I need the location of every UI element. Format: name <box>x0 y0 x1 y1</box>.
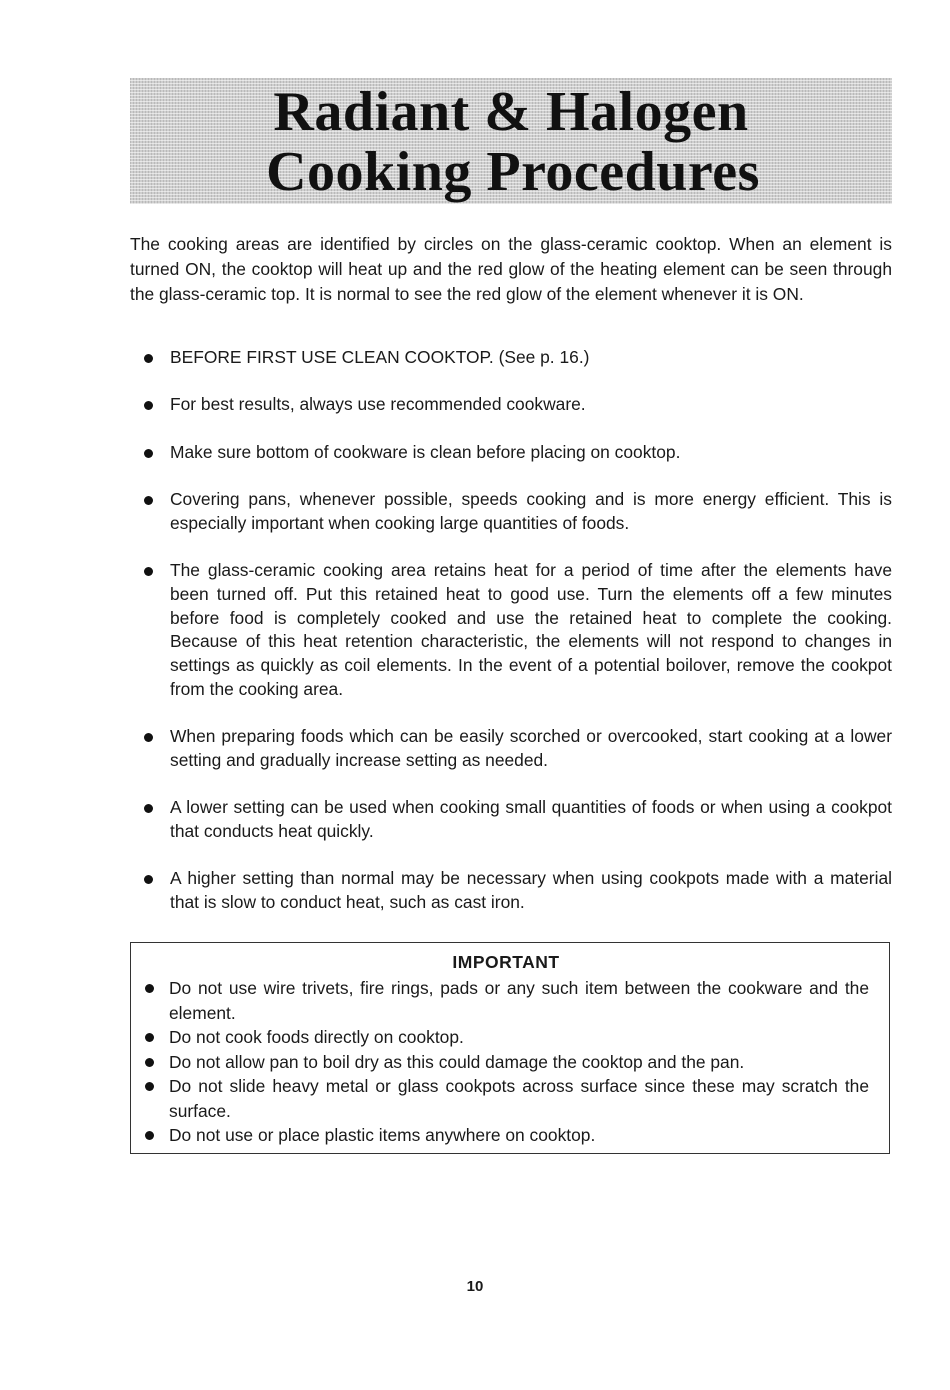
list-item <box>130 346 892 370</box>
important-item-text: Do not slide heavy metal or glass cookpots across surface since these may scratch the surface. <box>169 1076 869 1121</box>
list-item-text: BEFORE FIRST USE CLEAN COOKTOP. (See p. 16.) <box>170 347 590 367</box>
bullet-icon <box>144 449 153 458</box>
procedure-list <box>130 346 892 938</box>
bullet-icon <box>145 1058 154 1067</box>
intro-paragraph: The cooking areas are identified by circles on the glass-ceramic cooktop. When an element is turned ON, the cooktop will heat up and the red glow of the heating element can be seen through the glass-ceramic top. It is normal to see the red glow of the element whenever it is ON. <box>130 234 892 304</box>
important-item <box>143 1123 869 1148</box>
important-notice-box <box>130 942 890 1154</box>
list-item <box>130 441 892 465</box>
bullet-icon <box>145 984 154 993</box>
important-item <box>143 976 869 1025</box>
bullet-icon <box>145 1033 154 1042</box>
bullet-icon <box>145 1082 154 1091</box>
list-item <box>130 867 892 914</box>
title-banner <box>130 78 892 204</box>
list-item-text: Covering pans, whenever possible, speeds cooking and is more energy efficient. This is especially important when cooking large quantities of foods. <box>170 489 892 533</box>
list-item <box>130 725 892 772</box>
bullet-icon <box>144 496 153 505</box>
important-item-text: Do not use wire trivets, fire rings, pads or any such item between the cookware and the element. <box>169 978 869 1023</box>
bullet-icon <box>144 875 153 884</box>
list-item-text: The glass-ceramic cooking area retains heat for a period of time after the elements have been turned off. Put this retained heat to good use. Turn the elements off a few minutes before food is completely cooked and use the retained heat to complete the cooking. Because of this heat retention characteristic, the elements will not respond to changes in settings as quickly as coil elements. In the event of a potential boilover, remove the cookpot from the cooking area. <box>170 560 892 699</box>
list-item-text: Make sure bottom of cookware is clean before placing on cooktop. <box>170 441 681 462</box>
list-item-text: When preparing foods which can be easily scorched or overcooked, start cooking at a lower setting and gradually increase setting as needed. <box>170 726 892 770</box>
bullet-icon <box>144 804 153 813</box>
important-item-text: Do not allow pan to boil dry as this could damage the cooktop and the pan. <box>169 1051 745 1072</box>
page-number: 10 <box>466 1278 484 1295</box>
bullet-icon <box>145 1131 154 1140</box>
list-item-text: A higher setting than normal may be necessary when using cookpots made with a material that is slow to conduct heat, such as cast iron. <box>170 868 892 913</box>
important-item <box>143 1074 869 1123</box>
list-item <box>130 796 892 843</box>
list-item <box>130 559 892 701</box>
important-item <box>143 1025 869 1050</box>
bullet-icon <box>144 733 153 742</box>
bullet-icon <box>144 567 153 576</box>
important-list <box>143 976 869 1148</box>
important-item-text: Do not use or place plastic items anywhere on cooktop. <box>169 1125 596 1145</box>
important-item-text: Do not cook foods directly on cooktop. <box>169 1027 464 1047</box>
important-heading: IMPORTANT <box>452 952 560 972</box>
list-item <box>130 488 892 535</box>
list-item-text: A lower setting can be used when cooking small quantities of foods or when using a cookpot that conducts heat quickly. <box>170 797 892 841</box>
title-line-2: Cooking Procedures <box>266 141 760 203</box>
list-item-text: For best results, always use recommended cookware. <box>170 394 586 415</box>
bullet-icon <box>144 354 153 363</box>
list-item <box>130 393 892 417</box>
bullet-icon <box>144 401 153 410</box>
important-item <box>143 1050 869 1075</box>
title-line-1: Radiant & Halogen <box>273 81 749 143</box>
